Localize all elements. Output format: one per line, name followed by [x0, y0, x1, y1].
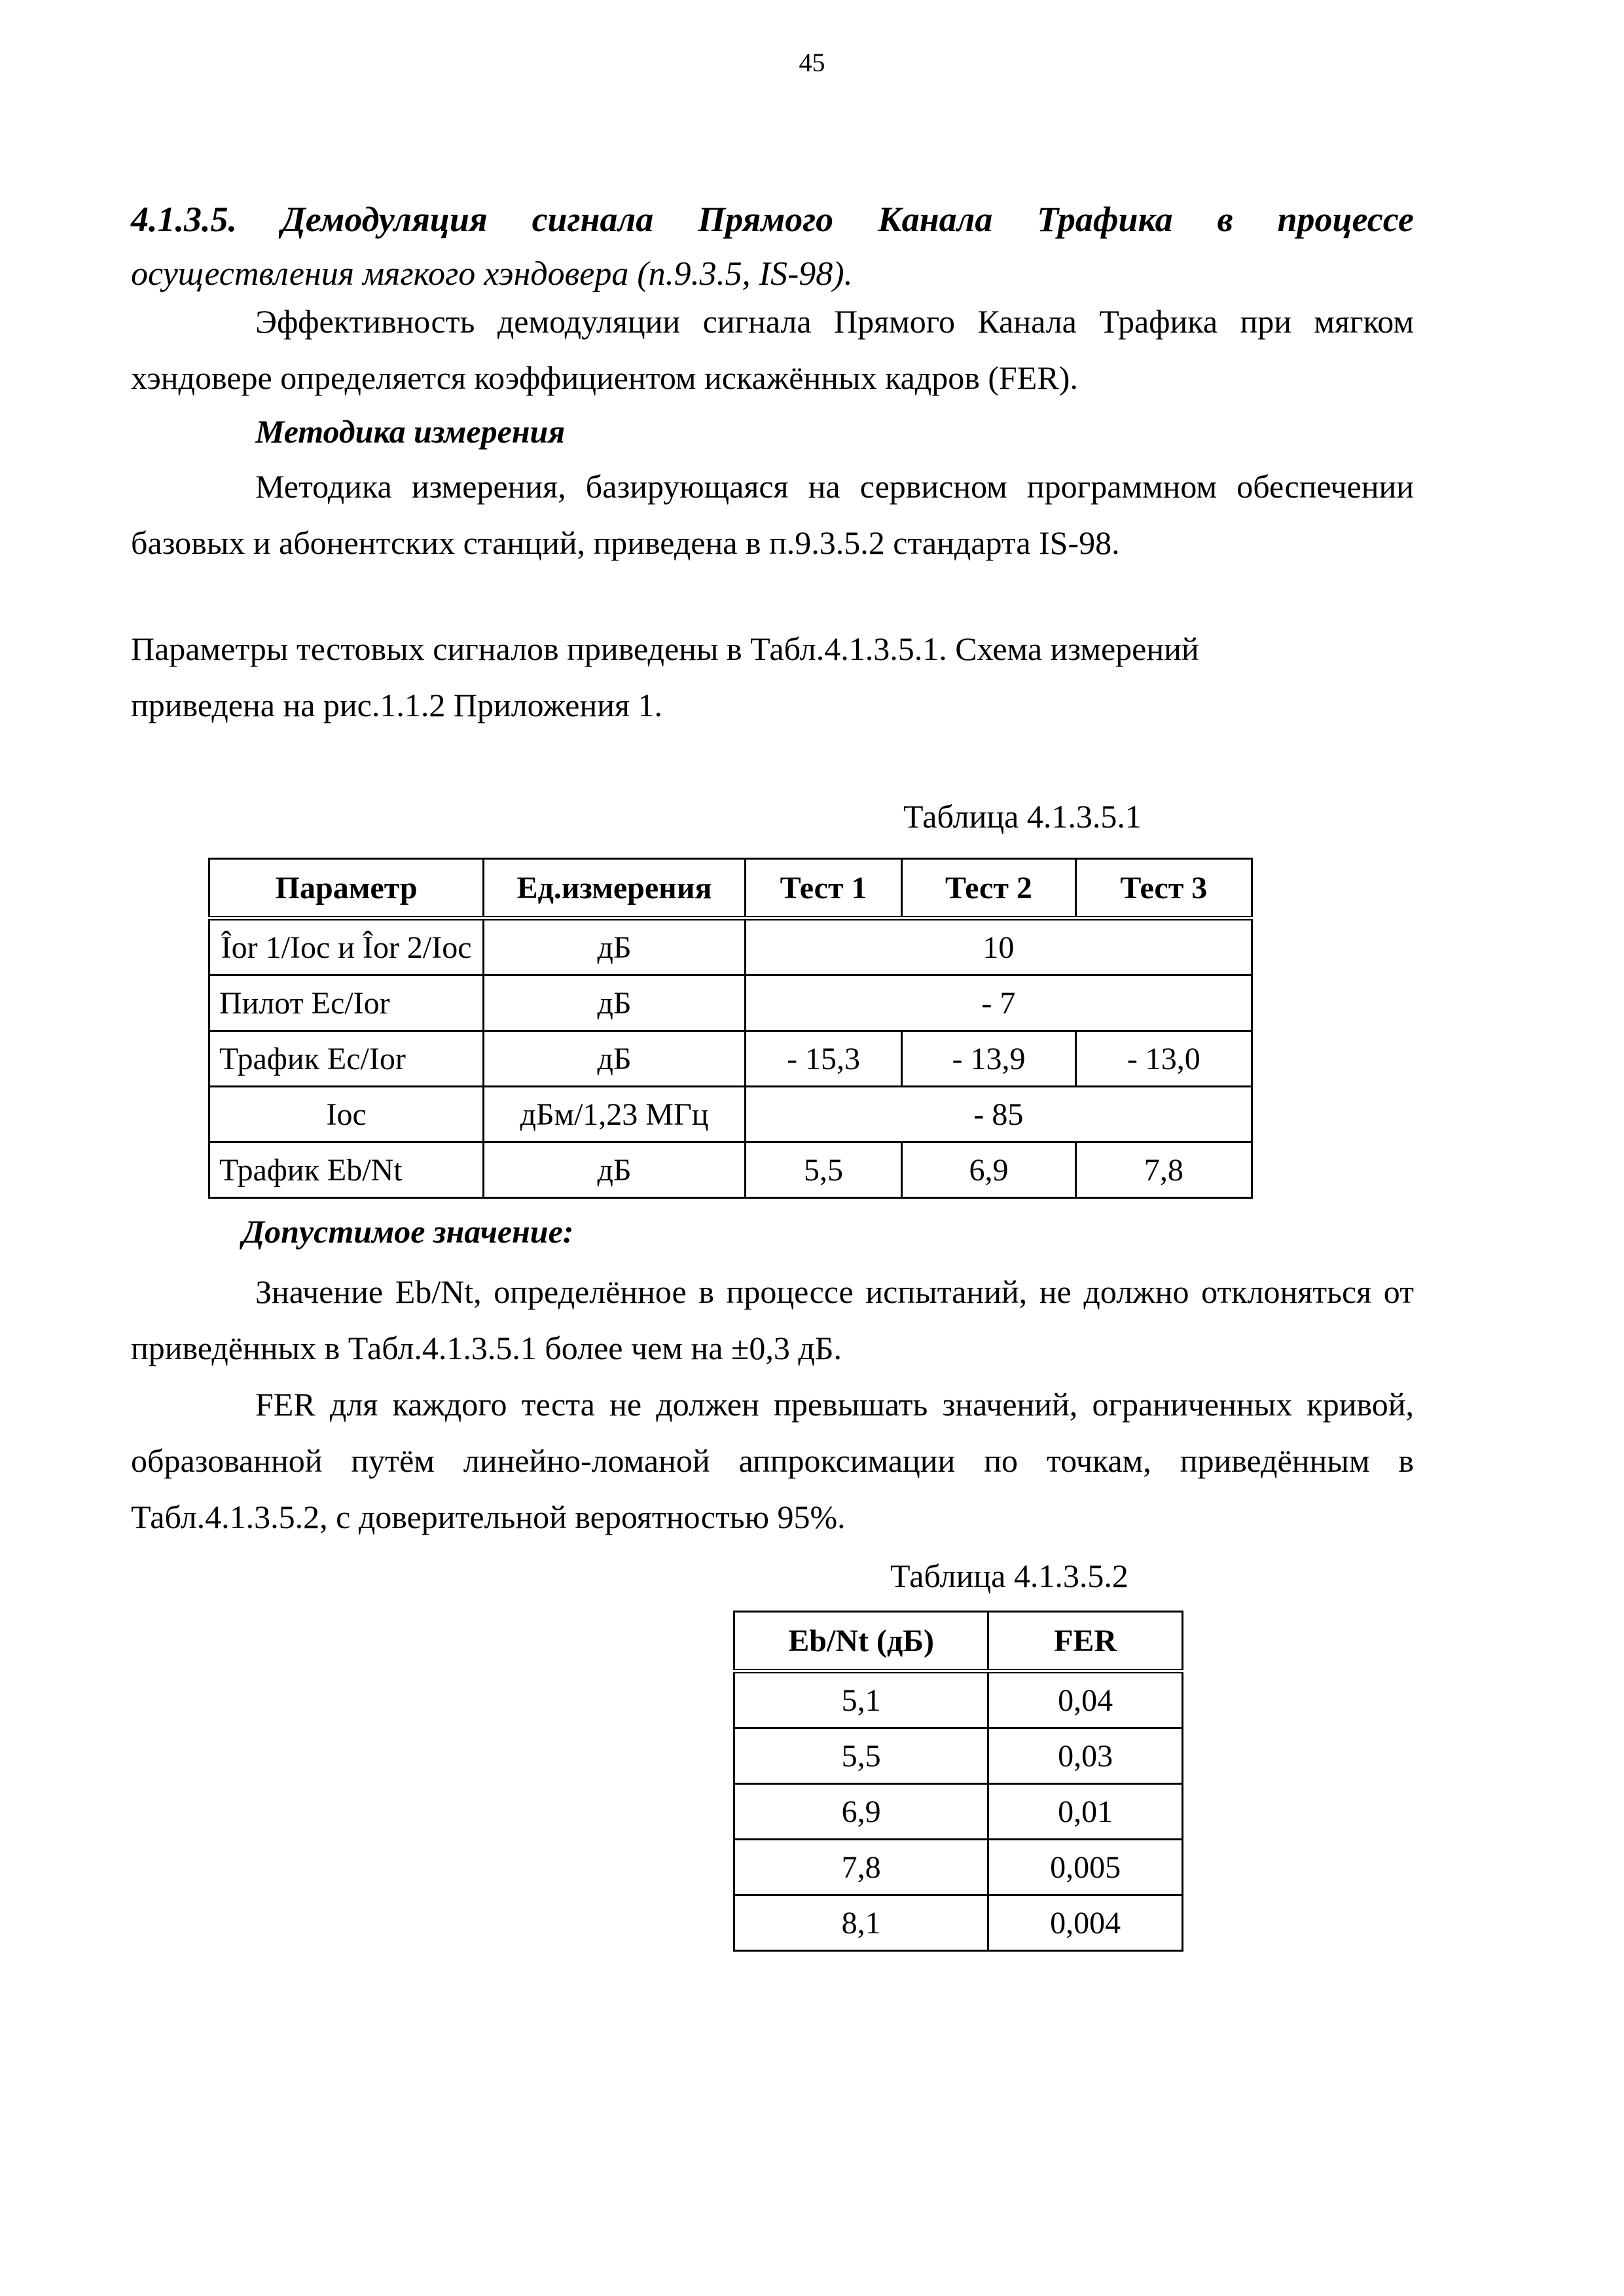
intro-paragraph: Эффективность демодуляции сигнала Прямого Канала Трафика при мягком хэндовере определяется коэффициентом искажённых кадров (FER).: [131, 303, 1414, 396]
table-row: [734, 1895, 1183, 1951]
section-heading-line2: осуществления мягкого хэндовера (п.9.3.5, IS-98).: [131, 255, 853, 293]
table1-merged-value: - 85: [745, 1087, 1252, 1142]
table2-fer: 0,005: [988, 1840, 1183, 1895]
table2-header-ebnt: Eb/Nt (дБ): [734, 1612, 988, 1671]
table1-header-test1: Тест 1: [745, 859, 901, 919]
table2-ebnt: 6,9: [734, 1784, 988, 1840]
table2-ebnt: 7,8: [734, 1840, 988, 1895]
table2-fer: 0,04: [988, 1671, 1183, 1728]
table2-ebnt: 5,1: [734, 1671, 988, 1728]
table-row: [734, 1671, 1183, 1728]
page-number: 45: [799, 48, 825, 77]
table2-ebnt: 5,5: [734, 1728, 988, 1784]
table1-param: Трафик Eb/Nt: [209, 1142, 484, 1198]
table-row: [734, 1784, 1183, 1840]
table1-test3-value: 7,8: [1075, 1142, 1252, 1198]
table-row: [209, 1142, 1252, 1198]
table-row: [209, 1087, 1252, 1142]
table2-ebnt: 8,1: [734, 1895, 988, 1951]
params-paragraph-line2: приведена на рис.1.1.2 Приложения 1.: [131, 687, 663, 723]
method-title: Методика измерения: [255, 413, 566, 450]
table1-unit: дБ: [484, 1142, 746, 1198]
table1-merged-value: 10: [745, 919, 1252, 975]
table-row: [734, 1840, 1183, 1895]
table1-unit: дБ: [484, 975, 746, 1031]
table1-test2-value: 6,9: [902, 1142, 1075, 1198]
table-row: [209, 1031, 1252, 1087]
table1-param: Îor 1/Ioc и Îor 2/Ioc: [209, 919, 484, 975]
table1-merged-value: - 7: [745, 975, 1252, 1031]
table1: [208, 858, 1253, 1199]
table1-param: Пилот Ec/Ior: [209, 975, 484, 1031]
params-paragraph-line1: Параметры тестовых сигналов приведены в Табл.4.1.3.5.1. Схема измерений: [131, 630, 1199, 667]
allowed-paragraph2: FER для каждого теста не должен превышать значений, ограниченных кривой, образованной путём линейно-ломаной аппроксимации по точкам, приведённым в Табл.4.1.3.5.2, с доверительной вероятностью 95%.: [131, 1386, 1414, 1535]
table-row: [734, 1728, 1183, 1784]
table1-header-test2: Тест 2: [902, 859, 1075, 919]
table1-header-unit: Ед.измерения: [484, 859, 746, 919]
table1-unit: дБ: [484, 919, 746, 975]
table1-param: Ioc: [209, 1087, 484, 1142]
table1-header-param: Параметр: [209, 859, 484, 919]
method-paragraph: Методика измерения, базирующаяся на сервисном программном обеспечении базовых и абонентских станций, приведена в п.9.3.5.2 стандарта IS-98.: [131, 468, 1414, 561]
table1-test3-value: - 13,0: [1075, 1031, 1252, 1087]
table1-unit: дБ: [484, 1031, 746, 1087]
table-row: [209, 919, 1252, 975]
table2-fer: 0,03: [988, 1728, 1183, 1784]
table1-test2-value: - 13,9: [902, 1031, 1075, 1087]
table2-caption: Таблица 4.1.3.5.2: [890, 1558, 1128, 1594]
table2-fer: 0,004: [988, 1895, 1183, 1951]
section-heading: 4.1.3.5. Демодуляция сигнала Прямого Канала Трафика в процессе: [131, 200, 1414, 239]
table1-param: Трафик Ec/Ior: [209, 1031, 484, 1087]
table-row: [209, 975, 1252, 1031]
allowed-paragraph1: Значение Eb/Nt, определённое в процессе испытаний, не должно отклоняться от приведённых в Табл.4.1.3.5.1 более чем на ±0,3 дБ.: [131, 1273, 1414, 1366]
table1-caption: Таблица 4.1.3.5.1: [903, 798, 1142, 835]
table2-header-fer: FER: [988, 1612, 1183, 1671]
table2: [733, 1611, 1183, 1952]
table1-header-test3: Тест 3: [1075, 859, 1252, 919]
table1-unit: дБм/1,23 МГц: [484, 1087, 746, 1142]
table2-fer: 0,01: [988, 1784, 1183, 1840]
table1-test1-value: 5,5: [745, 1142, 901, 1198]
table1-test1-value: - 15,3: [745, 1031, 901, 1087]
allowed-title: Допустимое значение:: [242, 1213, 574, 1250]
